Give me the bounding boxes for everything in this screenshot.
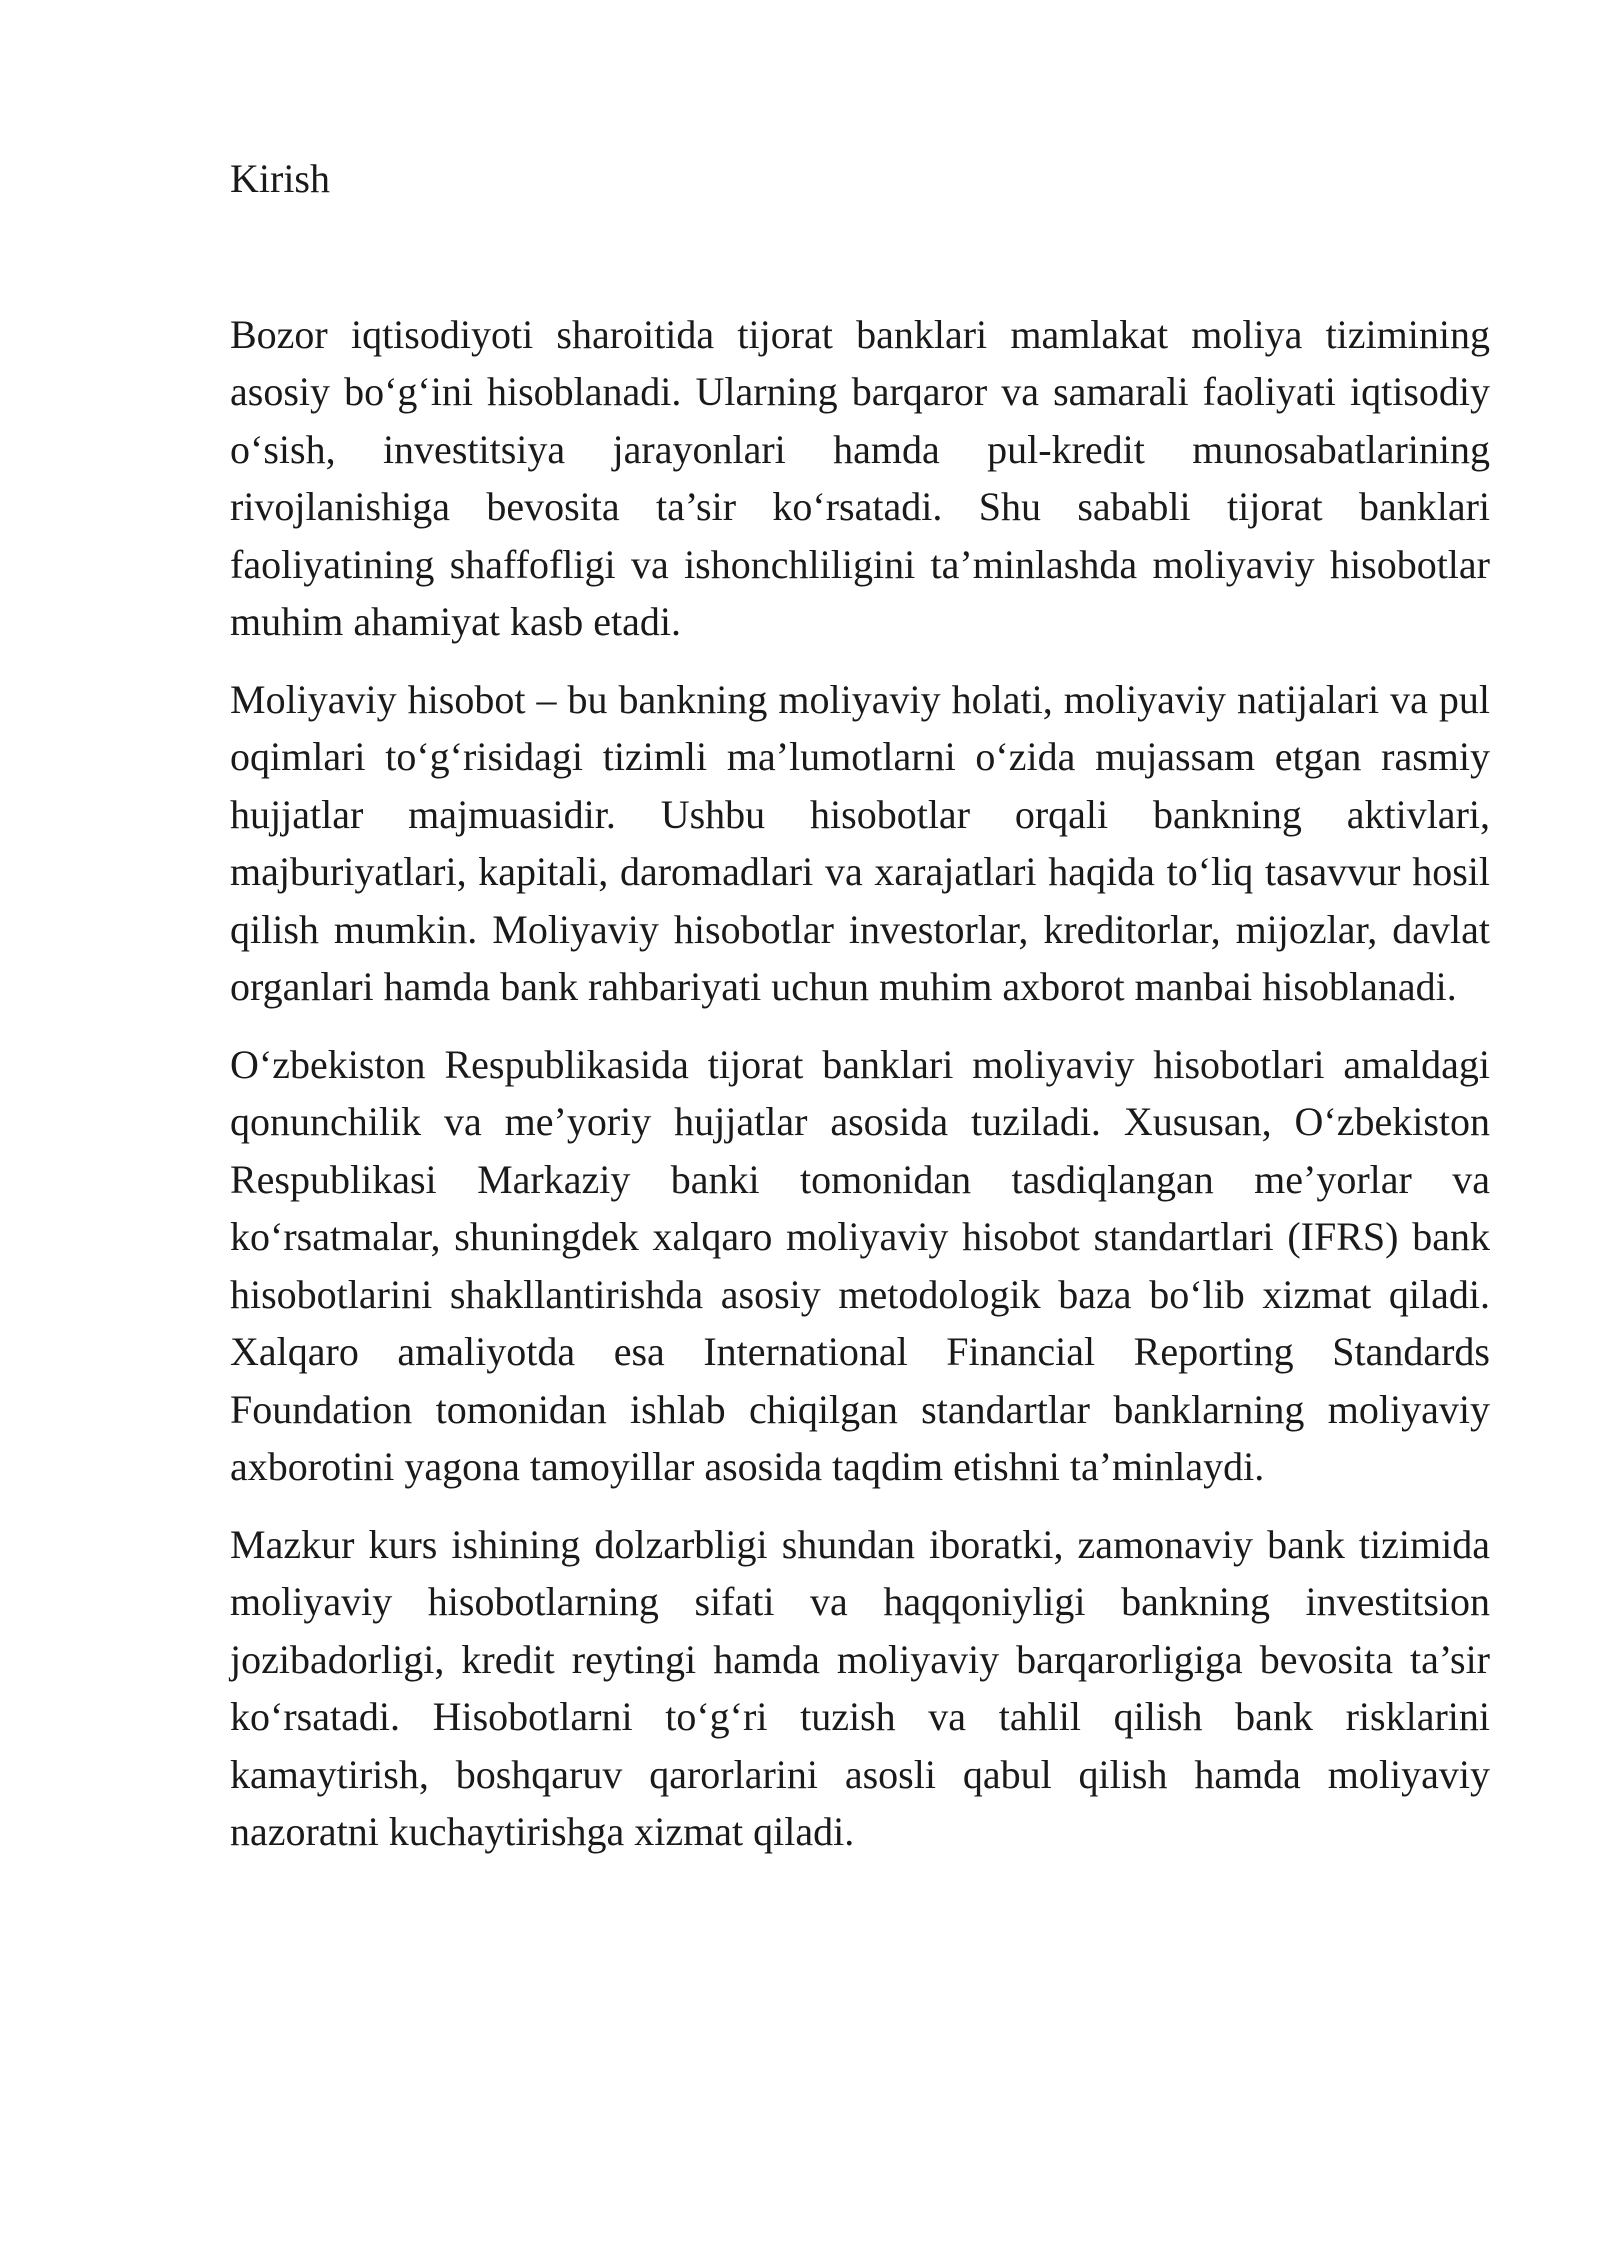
- paragraph-3: O‘zbekiston Respublikasida tijorat banklari moliyaviy hisobotlari amaldagi qonunchilik va me’yoriy hujjatlar asosida tuziladi. Xususan, O‘zbekiston Respublikasi Markaziy banki tomonidan tasdiqlangan me’yorlar va ko‘rsatmalar, shuningdek xalqaro moliyaviy hisobot standartlari (IFRS) bank hisobotlarini shakllantirishda asosiy metodologik baza bo‘lib xizmat qiladi. Xalqaro amaliyotda esa International Financial Reporting Standards Foundation tomonidan ishlab chiqilgan standartlar banklarning moliyaviy axborotini yagona tamoyillar asosida taqdim etishni ta’minlaydi.: [230, 1041, 1490, 1489]
- paragraph-1: Bozor iqtisodiyoti sharoitida tijorat banklari mamlakat moliya tizimining asosiy bo‘g‘ini hisoblanadi. Ularning barqaror va samarali faoliyati iqtisodiy o‘sish, investitsiya jarayonlari hamda pul-kredit munosabatlarining rivojlanishiga bevosita ta’sir ko‘rsatadi. Shu sababli tijorat banklari faoliyatining shaffofligi va ishonchliligini ta’minlashda moliyaviy hisobotlar muhim ahamiyat kasb etadi.: [230, 311, 1490, 644]
- section-heading: Kirish: [230, 156, 330, 201]
- document-body: [230, 150, 1490, 1881]
- paragraph-4: Mazkur kurs ishining dolzarbligi shundan iboratki, zamonaviy bank tizimida moliyaviy hisobotlarning sifati va haqqoniyligi bankning investitsion jozibadorligi, kredit reytingi hamda moliyaviy barqarorligiga bevosita ta’sir ko‘rsatadi. Hisobotlarni to‘g‘ri tuzish va tahlil qilish bank risklarini kamaytirish, boshqaruv qarorlarini asosli qabul qilish hamda moliyaviy nazoratni kuchaytirishga xizmat qiladi.: [230, 1521, 1490, 1854]
- paragraph-2: Moliyaviy hisobot – bu bankning moliyaviy holati, moliyaviy natijalari va pul oqimlari to‘g‘risidagi tizimli ma’lumotlarni o‘zida mujassam etgan rasmiy hujjatlar majmuasidir. Ushbu hisobotlar orqali bankning aktivlari, majburiyatlari, kapitali, daromadlari va xarajatlari haqida to‘liq tasavvur hosil qilish mumkin. Moliyaviy hisobotlar investorlar, kreditorlar, mijozlar, davlat organlari hamda bank rahbariyati uchun muhim axborot manbai hisoblanadi.: [230, 676, 1490, 1009]
